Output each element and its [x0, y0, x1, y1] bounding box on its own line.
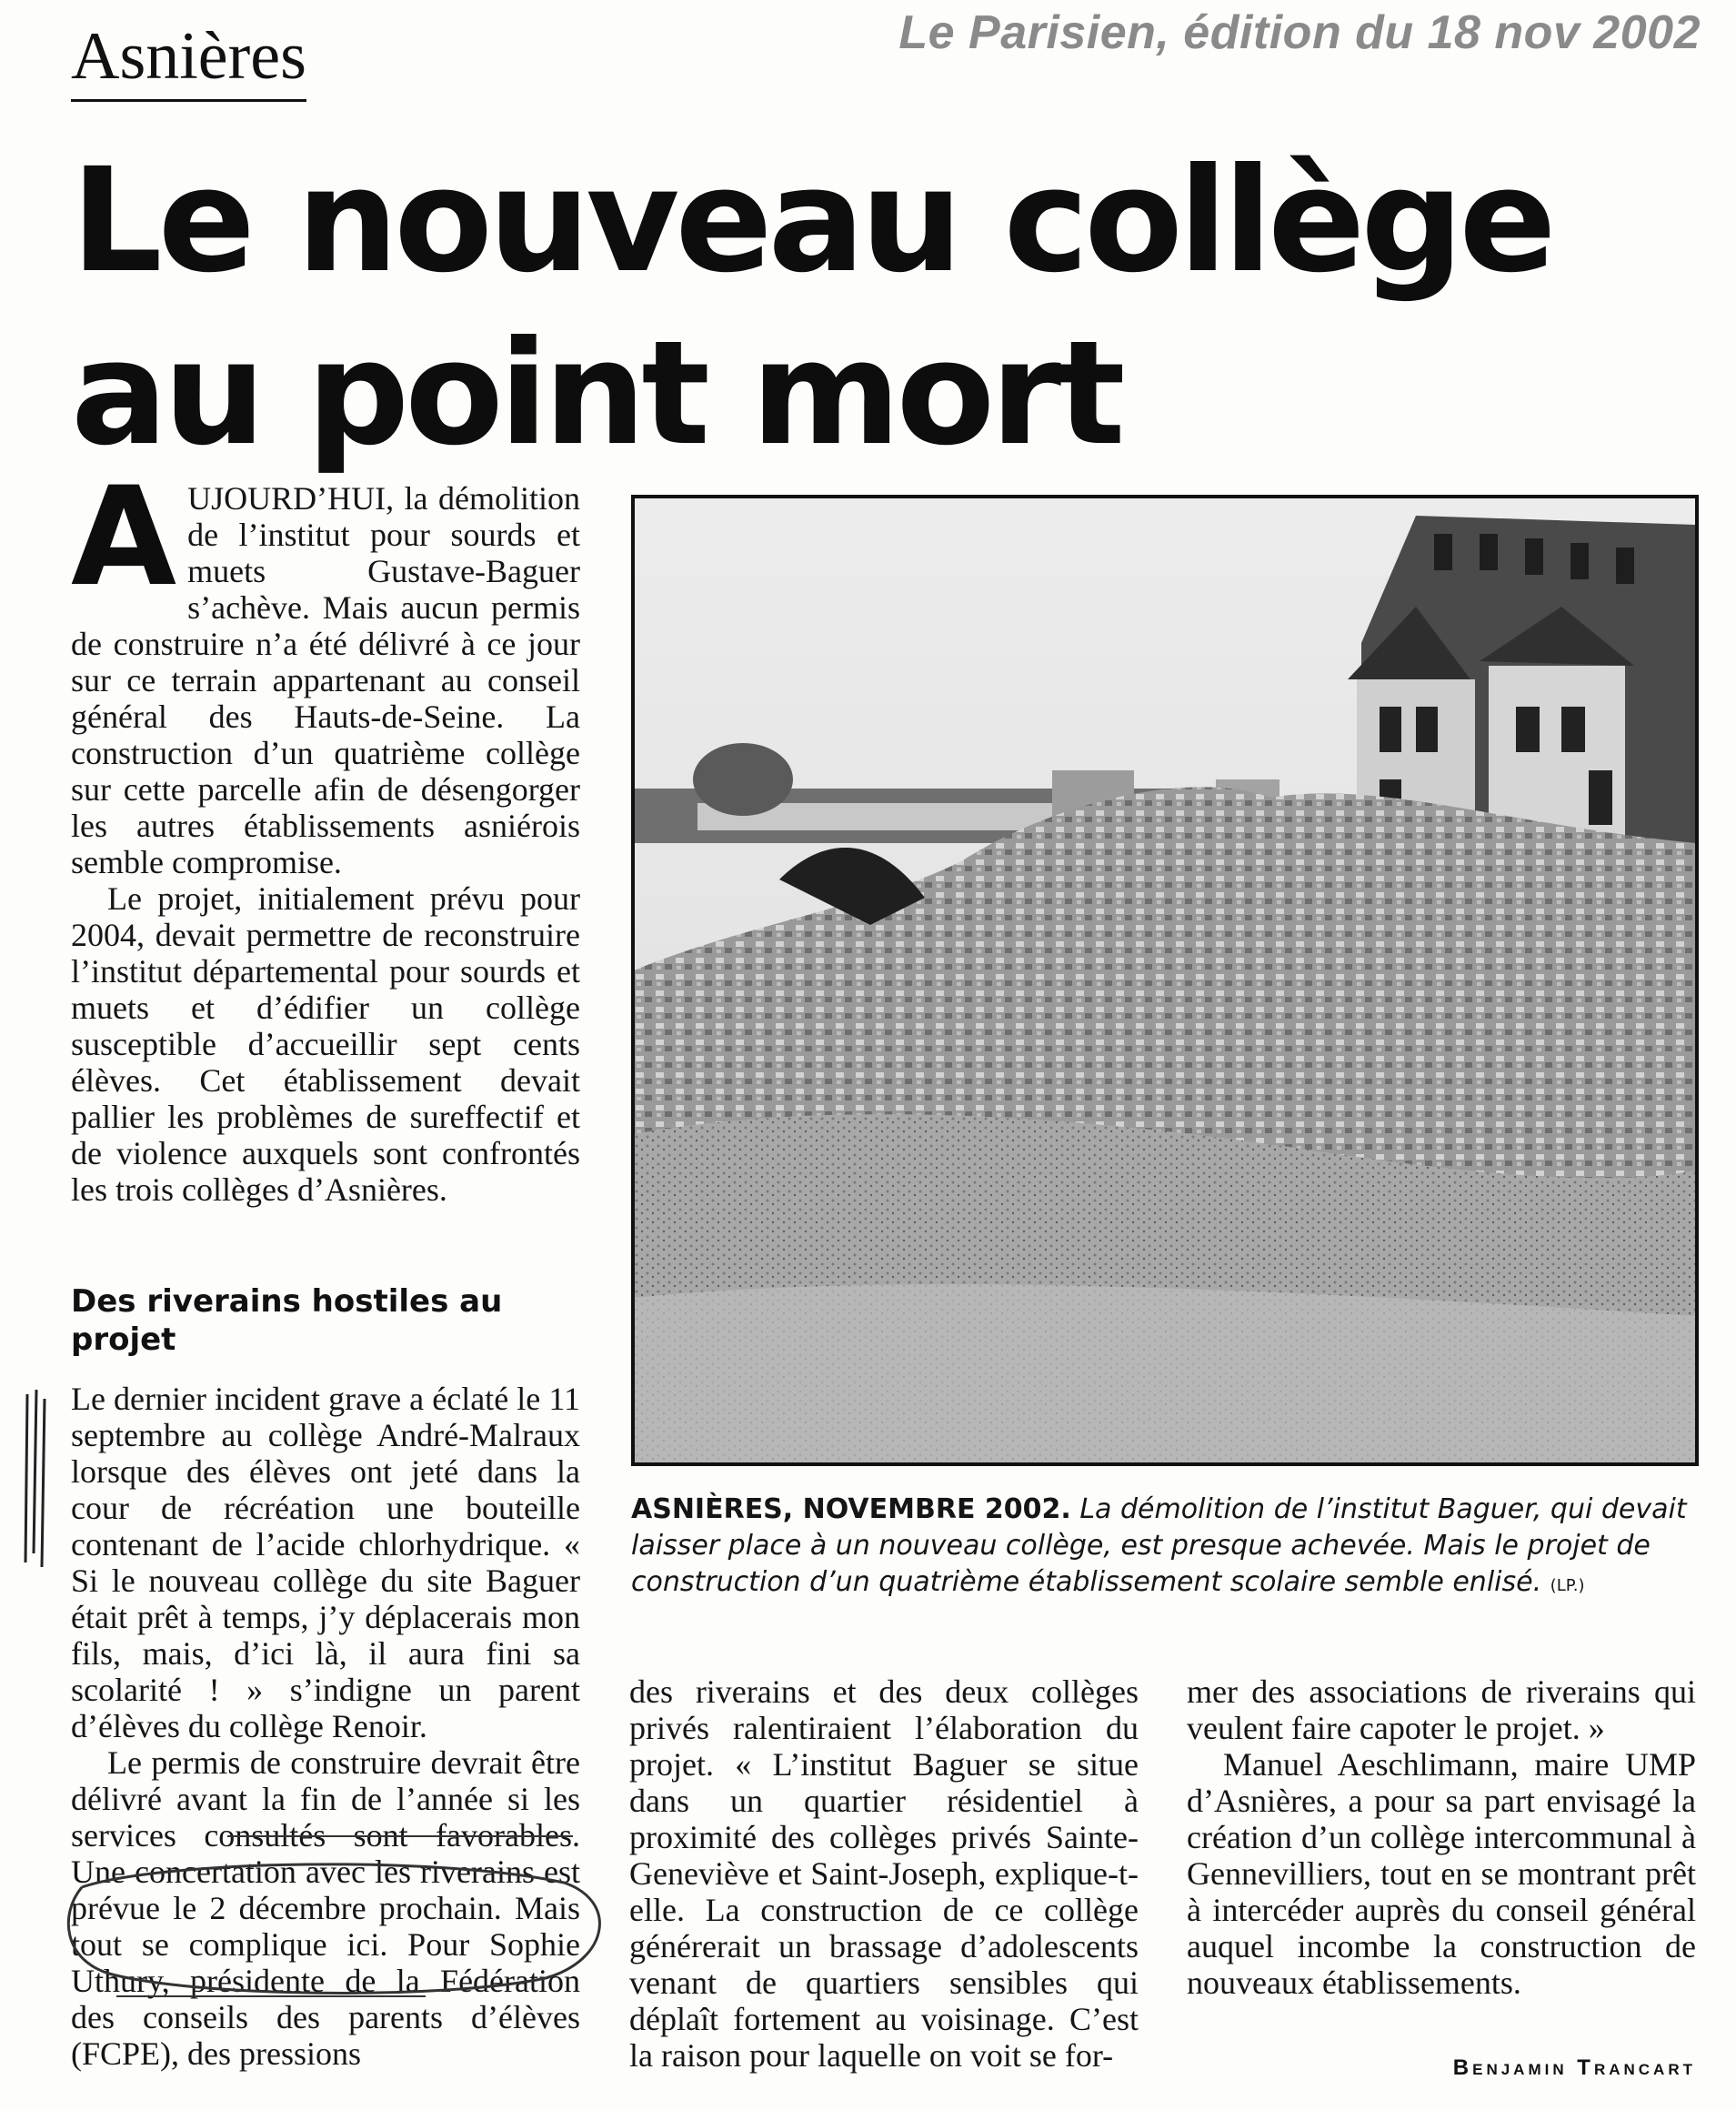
source-note: Le Parisien, édition du 18 nov 2002: [898, 6, 1701, 59]
photo-caption: [631, 1492, 1693, 1604]
margin-pen-marks: [20, 1390, 56, 1572]
headline-line-1: Le nouveau collège: [71, 137, 1552, 305]
paragraph-project: Le projet, initialement prévu pour 2004, devait permettre de reconstruire l’institut départemental pour sourds et muets et d’édifier un collège susceptible d’accueillir sept cents élèves. Cet établissement devait pallier les problèmes de sureffectif et de violence auxquels sont confrontés les trois collèges d’Asnières.: [71, 880, 580, 1208]
paragraph-incident: Le dernier incident grave a éclaté le 11 septembre au collège André-Malraux lorsque des élèves ont jeté dans la cour de récréation une bouteille contenant de l’acide chlorhydrique. « Si le nouveau collège du site Baguer était prêt à temps, j’y déplacerais mon fils, mais, d’ici là, il aura fini sa scolarité ! » s’indigne un parent d’élèves du collège Renoir.: [71, 1381, 580, 1744]
paragraph-intro: [71, 458, 580, 880]
paragraph-associations: mer des associations de riverains qui veulent faire capoter le projet. »: [1187, 1673, 1696, 1746]
caption-lead: ASNIÈRES, NOVEMBRE 2002.: [631, 1493, 1071, 1525]
article-column-3: [1187, 1673, 1696, 2001]
caption-body: La démolition de l’institut Baguer, qui devait laisser place à un nouveau collège, est presque achevée. Mais le projet de construction d’un quatrième établissement scolaire semble enlisé.: [631, 1493, 1687, 1598]
headline: [71, 135, 1671, 480]
pen-strikethrough: [116, 1994, 426, 1999]
intro-text: UJOURD’HUI, la démolition de l’institut pour sourds et muets Gustave-Baguer s’achève. Mais aucun permis de construire n’a été délivré à ce jour sur ce terrain appartenant au conseil général des Hauts-de-Seine. La construction d’un quatrième collège sur cette parcelle afin de désengorger les autres établissements asniérois semble compromise.: [71, 480, 580, 880]
subheading: Des riverains hostiles au projet: [71, 1283, 503, 1358]
headline-line-2: au point mort: [71, 310, 1121, 477]
drop-cap: A: [71, 458, 177, 617]
pen-strikethrough: [227, 1834, 573, 1839]
article-column-1: [71, 458, 580, 1208]
byline: Benjamin Trancart: [1452, 2055, 1696, 2080]
article-column-2: [629, 1673, 1139, 2074]
caption-credit: (LP.): [1550, 1576, 1585, 1595]
paragraph-permit: Le permis de construire devrait être délivré avant la fin de l’année si les services consultés sont favorables. Une concertation avec les riverains est prévue le 2 décembre prochain. Mais tout se complique ici. Pour Sophie Uthury, présidente de la Fédération des conseils des parents d’élèves (FCPE), des pressions: [71, 1744, 580, 2072]
pen-circle-annotation: [55, 1851, 609, 2001]
demolition-photo: [631, 495, 1699, 1466]
paragraph-pressures: des riverains et des deux collèges privés ralentiraient l’élaboration du projet. « L’institut Baguer se situe dans un quartier résidentiel à proximité des collèges privés Sainte-Geneviève et Saint-Joseph, explique-t-elle. La construction de ce collège générerait un brassage d’adolescents venant de quartiers sensibles qui déplaît fortement au voisinage. C’est la raison pour laquelle on voit se for-: [629, 1673, 1139, 2074]
section-label: Asnières: [71, 18, 306, 102]
paragraph-mayor: Manuel Aeschlimann, maire UMP d’Asnières, a pour sa part envisagé la création d’un collège intercommunal à Gennevilliers, tout en se montrant prêt à intercéder auprès du conseil général auquel incombe la construction de nouveaux établissements.: [1187, 1746, 1696, 2001]
